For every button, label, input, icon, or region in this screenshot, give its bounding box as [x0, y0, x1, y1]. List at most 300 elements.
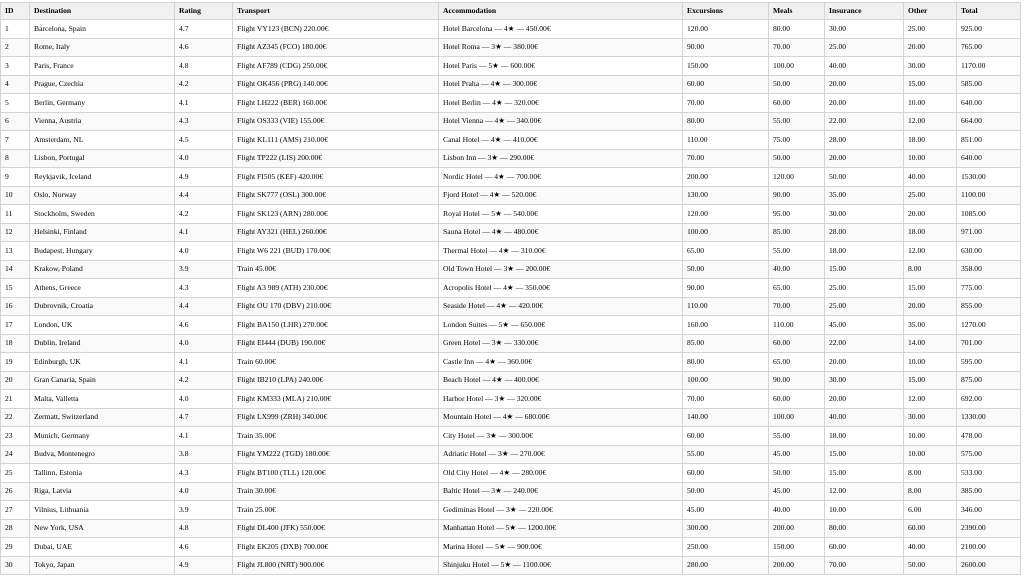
cell-destination: Budva, Montenegro [30, 445, 175, 464]
cell-rating: 4.3 [175, 112, 233, 131]
cell-other: 10.00 [904, 427, 957, 446]
cell-rating: 4.3 [175, 279, 233, 298]
cell-accommodation: Hotel Vienna — 4★ — 340.00€ [439, 112, 683, 131]
cell-rating: 3.8 [175, 445, 233, 464]
table-row[interactable] [1, 112, 1021, 131]
cell-total: 2100.00 [957, 538, 1021, 557]
cell-accommodation: Adriatic Hotel — 3★ — 270.00€ [439, 445, 683, 464]
cell-id: 4 [1, 75, 30, 94]
cell-transport: Flight W6 221 (BUD) 170.00€ [233, 242, 439, 261]
cell-excursions: 60.00 [683, 427, 769, 446]
cell-excursions: 250.00 [683, 538, 769, 557]
cell-total: 640.00 [957, 94, 1021, 113]
cell-accommodation: Hotel Praha — 4★ — 300.00€ [439, 75, 683, 94]
cell-total: 875.00 [957, 371, 1021, 390]
cell-id: 27 [1, 501, 30, 520]
cell-insurance: 28.00 [825, 131, 904, 150]
table-row[interactable] [1, 390, 1021, 409]
table-row[interactable] [1, 427, 1021, 446]
cell-meals: 200.00 [769, 556, 825, 575]
table-row[interactable] [1, 242, 1021, 261]
cell-excursions: 120.00 [683, 205, 769, 224]
cell-id: 16 [1, 297, 30, 316]
cell-excursions: 60.00 [683, 75, 769, 94]
cell-excursions: 110.00 [683, 297, 769, 316]
cell-excursions: 80.00 [683, 112, 769, 131]
table-row[interactable] [1, 279, 1021, 298]
table-row[interactable] [1, 556, 1021, 575]
cell-meals: 55.00 [769, 427, 825, 446]
cell-excursions: 160.00 [683, 316, 769, 335]
cell-transport: Flight EI444 (DUB) 190.00€ [233, 334, 439, 353]
cell-meals: 50.00 [769, 464, 825, 483]
cell-destination: Riga, Latvia [30, 482, 175, 501]
cell-insurance: 25.00 [825, 38, 904, 57]
table-row[interactable] [1, 205, 1021, 224]
cell-transport: Flight BA150 (LHR) 270.00€ [233, 316, 439, 335]
table-row[interactable] [1, 131, 1021, 150]
cell-id: 22 [1, 408, 30, 427]
cell-total: 2390.00 [957, 519, 1021, 538]
cell-excursions: 70.00 [683, 149, 769, 168]
cell-other: 30.00 [904, 57, 957, 76]
cell-meals: 90.00 [769, 371, 825, 390]
cell-excursions: 120.00 [683, 20, 769, 39]
cell-rating: 4.5 [175, 131, 233, 150]
cell-destination: Zermatt, Switzerland [30, 408, 175, 427]
cell-other: 12.00 [904, 390, 957, 409]
cell-excursions: 300.00 [683, 519, 769, 538]
cell-other: 12.00 [904, 242, 957, 261]
cell-id: 29 [1, 538, 30, 557]
col-header-insurance[interactable]: Insurance [825, 3, 904, 20]
cell-destination: Prague, Czechia [30, 75, 175, 94]
cell-transport: Flight OU 170 (DBV) 210.00€ [233, 297, 439, 316]
cell-accommodation: Hotel Paris — 5★ — 600.00€ [439, 57, 683, 76]
cell-meals: 110.00 [769, 316, 825, 335]
cell-transport: Flight AZ345 (FCO) 180.00€ [233, 38, 439, 57]
cell-id: 20 [1, 371, 30, 390]
cell-destination: Paris, France [30, 57, 175, 76]
cell-insurance: 30.00 [825, 205, 904, 224]
cell-rating: 4.0 [175, 149, 233, 168]
cell-insurance: 80.00 [825, 519, 904, 538]
cell-rating: 4.2 [175, 205, 233, 224]
cell-destination: Munich, Germany [30, 427, 175, 446]
table-row[interactable] [1, 316, 1021, 335]
cell-accommodation: Sauna Hotel — 4★ — 480.00€ [439, 223, 683, 242]
cell-other: 40.00 [904, 538, 957, 557]
cell-insurance: 15.00 [825, 445, 904, 464]
cell-transport: Flight AY321 (HEL) 260.00€ [233, 223, 439, 242]
table-row[interactable] [1, 38, 1021, 57]
cell-id: 26 [1, 482, 30, 501]
cell-meals: 45.00 [769, 445, 825, 464]
cell-rating: 3.9 [175, 260, 233, 279]
cell-excursions: 55.00 [683, 445, 769, 464]
cell-rating: 4.6 [175, 38, 233, 57]
cell-insurance: 15.00 [825, 464, 904, 483]
cell-total: 640.00 [957, 149, 1021, 168]
cell-destination: Amsterdam, NL [30, 131, 175, 150]
cell-rating: 4.7 [175, 408, 233, 427]
cell-total: 855.00 [957, 297, 1021, 316]
cell-destination: Berlin, Germany [30, 94, 175, 113]
cell-meals: 60.00 [769, 94, 825, 113]
cell-accommodation: Castle Inn — 4★ — 360.00€ [439, 353, 683, 372]
table-row[interactable] [1, 334, 1021, 353]
cell-destination: Malta, Valletta [30, 390, 175, 409]
cell-id: 5 [1, 94, 30, 113]
cell-transport: Flight LH222 (BER) 160.00€ [233, 94, 439, 113]
cell-excursions: 110.00 [683, 131, 769, 150]
col-header-destination[interactable]: Destination [30, 3, 175, 20]
table-row[interactable] [1, 371, 1021, 390]
cell-insurance: 45.00 [825, 316, 904, 335]
table-header [1, 3, 1021, 20]
table-row[interactable] [1, 260, 1021, 279]
cell-meals: 60.00 [769, 390, 825, 409]
cell-id: 21 [1, 390, 30, 409]
cell-meals: 55.00 [769, 112, 825, 131]
cell-total: 1270.00 [957, 316, 1021, 335]
cell-insurance: 60.00 [825, 538, 904, 557]
cell-excursions: 65.00 [683, 242, 769, 261]
cell-id: 1 [1, 20, 30, 39]
cell-transport: Train 25.00€ [233, 501, 439, 520]
cell-transport: Train 35.00€ [233, 427, 439, 446]
table-row[interactable] [1, 464, 1021, 483]
cell-transport: Flight EK205 (DXB) 700.00€ [233, 538, 439, 557]
table-row[interactable] [1, 501, 1021, 520]
cell-other: 14.00 [904, 334, 957, 353]
cell-total: 358.00 [957, 260, 1021, 279]
cell-excursions: 280.00 [683, 556, 769, 575]
cell-destination: Krakow, Poland [30, 260, 175, 279]
table-row[interactable] [1, 297, 1021, 316]
cell-other: 20.00 [904, 297, 957, 316]
cell-other: 8.00 [904, 464, 957, 483]
cell-other: 15.00 [904, 279, 957, 298]
cell-destination: Athens, Greece [30, 279, 175, 298]
cell-insurance: 20.00 [825, 149, 904, 168]
cell-excursions: 200.00 [683, 168, 769, 187]
cell-other: 12.00 [904, 112, 957, 131]
cell-id: 17 [1, 316, 30, 335]
cell-total: 971.00 [957, 223, 1021, 242]
cell-id: 13 [1, 242, 30, 261]
cell-meals: 70.00 [769, 38, 825, 57]
cell-insurance: 22.00 [825, 112, 904, 131]
cell-rating: 4.2 [175, 371, 233, 390]
table-row[interactable] [1, 538, 1021, 557]
cell-excursions: 150.00 [683, 57, 769, 76]
cell-destination: Edinburgh, UK [30, 353, 175, 372]
cell-meals: 55.00 [769, 242, 825, 261]
cell-meals: 120.00 [769, 168, 825, 187]
cell-other: 20.00 [904, 205, 957, 224]
cell-other: 10.00 [904, 94, 957, 113]
cell-total: 765.00 [957, 38, 1021, 57]
cell-other: 10.00 [904, 445, 957, 464]
table-row[interactable] [1, 482, 1021, 501]
cell-rating: 4.1 [175, 223, 233, 242]
cell-accommodation: Nordic Hotel — 4★ — 700.00€ [439, 168, 683, 187]
table-row[interactable] [1, 57, 1021, 76]
cell-destination: Dubai, UAE [30, 538, 175, 557]
cell-other: 6.00 [904, 501, 957, 520]
cell-accommodation: Lisbon Inn — 3★ — 290.00€ [439, 149, 683, 168]
cell-destination: Vilnius, Lithuania [30, 501, 175, 520]
col-header-transport[interactable]: Transport [233, 3, 439, 20]
cell-insurance: 15.00 [825, 260, 904, 279]
cell-destination: Tallinn, Estonia [30, 464, 175, 483]
cell-accommodation: Gediminas Hotel — 3★ — 220.00€ [439, 501, 683, 520]
col-header-accommodation[interactable]: Accommodation [439, 3, 683, 20]
col-header-total[interactable]: Total [957, 3, 1021, 20]
cell-other: 18.00 [904, 131, 957, 150]
cell-id: 2 [1, 38, 30, 57]
cell-rating: 4.6 [175, 316, 233, 335]
cell-excursions: 70.00 [683, 94, 769, 113]
cell-id: 14 [1, 260, 30, 279]
cell-destination: Helsinki, Finland [30, 223, 175, 242]
cell-meals: 75.00 [769, 131, 825, 150]
cell-other: 15.00 [904, 371, 957, 390]
cell-accommodation: Old City Hotel — 4★ — 280.00€ [439, 464, 683, 483]
cell-other: 60.00 [904, 519, 957, 538]
cell-insurance: 30.00 [825, 371, 904, 390]
header-row [1, 3, 1021, 20]
col-header-excursions[interactable]: Excursions [683, 3, 769, 20]
cell-transport: Train 30.00€ [233, 482, 439, 501]
cell-rating: 4.0 [175, 334, 233, 353]
cell-total: 851.00 [957, 131, 1021, 150]
cell-destination: Dublin, Ireland [30, 334, 175, 353]
cell-destination: Tokyo, Japan [30, 556, 175, 575]
cell-total: 1100.00 [957, 186, 1021, 205]
cell-id: 11 [1, 205, 30, 224]
cell-total: 595.00 [957, 353, 1021, 372]
cell-transport: Train 45.00€ [233, 260, 439, 279]
cell-destination: London, UK [30, 316, 175, 335]
cell-destination: Vienna, Austria [30, 112, 175, 131]
cell-insurance: 70.00 [825, 556, 904, 575]
cell-excursions: 50.00 [683, 482, 769, 501]
cell-accommodation: London Suites — 5★ — 650.00€ [439, 316, 683, 335]
cell-total: 575.00 [957, 445, 1021, 464]
cell-transport: Flight JL800 (NRT) 900.00€ [233, 556, 439, 575]
cell-destination: Dubrovnik, Croatia [30, 297, 175, 316]
cell-accommodation: Hotel Roma — 3★ — 380.00€ [439, 38, 683, 57]
cell-meals: 65.00 [769, 279, 825, 298]
cell-rating: 4.8 [175, 57, 233, 76]
cell-meals: 95.00 [769, 205, 825, 224]
cell-total: 925.00 [957, 20, 1021, 39]
cell-total: 533.00 [957, 464, 1021, 483]
cell-insurance: 20.00 [825, 390, 904, 409]
cell-destination: Oslo, Norway [30, 186, 175, 205]
cell-accommodation: Beach Hotel — 4★ — 400.00€ [439, 371, 683, 390]
cell-excursions: 45.00 [683, 501, 769, 520]
cell-transport: Flight OK456 (PRG) 140.00€ [233, 75, 439, 94]
cell-accommodation: Manhattan Hotel — 5★ — 1200.00€ [439, 519, 683, 538]
col-header-id[interactable]: ID [1, 3, 30, 20]
table-row[interactable] [1, 353, 1021, 372]
cell-id: 15 [1, 279, 30, 298]
cell-meals: 40.00 [769, 501, 825, 520]
cell-insurance: 25.00 [825, 279, 904, 298]
cell-accommodation: Harbor Hotel — 3★ — 320.00€ [439, 390, 683, 409]
cell-accommodation: Hotel Berlin — 4★ — 320.00€ [439, 94, 683, 113]
cell-insurance: 40.00 [825, 57, 904, 76]
cell-accommodation: Green Hotel — 3★ — 330.00€ [439, 334, 683, 353]
table-row[interactable] [1, 20, 1021, 39]
cell-id: 6 [1, 112, 30, 131]
cell-transport: Flight FI505 (KEF) 420.00€ [233, 168, 439, 187]
cell-insurance: 30.00 [825, 20, 904, 39]
cell-insurance: 50.00 [825, 168, 904, 187]
cell-total: 2600.00 [957, 556, 1021, 575]
cell-insurance: 18.00 [825, 427, 904, 446]
cell-insurance: 40.00 [825, 408, 904, 427]
cell-insurance: 18.00 [825, 242, 904, 261]
cell-meals: 80.00 [769, 20, 825, 39]
cell-rating: 4.8 [175, 519, 233, 538]
cell-meals: 40.00 [769, 260, 825, 279]
cell-id: 8 [1, 149, 30, 168]
cell-rating: 4.0 [175, 242, 233, 261]
cell-insurance: 10.00 [825, 501, 904, 520]
cell-other: 50.00 [904, 556, 957, 575]
cell-accommodation: Canal Hotel — 4★ — 410.00€ [439, 131, 683, 150]
table-row[interactable] [1, 519, 1021, 538]
cell-accommodation: Acropolis Hotel — 4★ — 350.00€ [439, 279, 683, 298]
cell-total: 692.00 [957, 390, 1021, 409]
cell-transport: Flight SK123 (ARN) 280.00€ [233, 205, 439, 224]
cell-excursions: 80.00 [683, 353, 769, 372]
cell-meals: 100.00 [769, 57, 825, 76]
cell-meals: 50.00 [769, 149, 825, 168]
cell-insurance: 35.00 [825, 186, 904, 205]
table-row[interactable] [1, 223, 1021, 242]
cell-id: 19 [1, 353, 30, 372]
table-row[interactable] [1, 75, 1021, 94]
cell-destination: Reykjavik, Iceland [30, 168, 175, 187]
cell-destination: Rome, Italy [30, 38, 175, 57]
cell-total: 775.00 [957, 279, 1021, 298]
col-header-rating[interactable]: Rating [175, 3, 233, 20]
cell-accommodation: Baltic Hotel — 3★ — 240.00€ [439, 482, 683, 501]
cell-total: 630.00 [957, 242, 1021, 261]
cell-rating: 4.9 [175, 168, 233, 187]
cell-other: 8.00 [904, 482, 957, 501]
cell-rating: 4.0 [175, 482, 233, 501]
cell-accommodation: Fjord Hotel — 4★ — 520.00€ [439, 186, 683, 205]
cell-rating: 4.1 [175, 427, 233, 446]
cell-insurance: 25.00 [825, 297, 904, 316]
col-header-meals[interactable]: Meals [769, 3, 825, 20]
table-row[interactable] [1, 445, 1021, 464]
cell-rating: 4.1 [175, 94, 233, 113]
cell-excursions: 50.00 [683, 260, 769, 279]
cell-id: 30 [1, 556, 30, 575]
cell-meals: 150.00 [769, 538, 825, 557]
cell-transport: Flight LX999 (ZRH) 340.00€ [233, 408, 439, 427]
cell-id: 24 [1, 445, 30, 464]
cell-total: 1330.00 [957, 408, 1021, 427]
cell-rating: 4.2 [175, 75, 233, 94]
cell-meals: 100.00 [769, 408, 825, 427]
table-row[interactable] [1, 408, 1021, 427]
cell-id: 3 [1, 57, 30, 76]
cell-transport: Train 60.00€ [233, 353, 439, 372]
cell-rating: 4.4 [175, 297, 233, 316]
cell-transport: Flight TP222 (LIS) 200.00€ [233, 149, 439, 168]
cell-transport: Flight YM222 (TGD) 180.00€ [233, 445, 439, 464]
cell-other: 40.00 [904, 168, 957, 187]
cell-accommodation: Old Town Hotel — 3★ — 200.00€ [439, 260, 683, 279]
cell-transport: Flight KL111 (AMS) 210.00€ [233, 131, 439, 150]
cell-rating: 4.3 [175, 464, 233, 483]
cell-insurance: 20.00 [825, 94, 904, 113]
cell-rating: 4.1 [175, 353, 233, 372]
cell-total: 1170.00 [957, 57, 1021, 76]
cell-transport: Flight SK777 (OSL) 300.00€ [233, 186, 439, 205]
cell-accommodation: Shinjuku Hotel — 5★ — 1100.00€ [439, 556, 683, 575]
cell-total: 346.00 [957, 501, 1021, 520]
cell-transport: Flight DL400 (JFK) 550.00€ [233, 519, 439, 538]
cell-accommodation: City Hotel — 3★ — 300.00€ [439, 427, 683, 446]
table-row[interactable] [1, 149, 1021, 168]
cell-accommodation: Mountain Hotel — 4★ — 680.00€ [439, 408, 683, 427]
cell-meals: 200.00 [769, 519, 825, 538]
cell-other: 15.00 [904, 75, 957, 94]
cell-other: 25.00 [904, 186, 957, 205]
cell-rating: 4.0 [175, 390, 233, 409]
cell-meals: 90.00 [769, 186, 825, 205]
cell-rating: 4.9 [175, 556, 233, 575]
cell-transport: Flight IB210 (LPA) 240.00€ [233, 371, 439, 390]
cell-accommodation: Marina Hotel — 5★ — 900.00€ [439, 538, 683, 557]
cell-insurance: 28.00 [825, 223, 904, 242]
cell-id: 18 [1, 334, 30, 353]
cell-id: 23 [1, 427, 30, 446]
cell-other: 8.00 [904, 260, 957, 279]
cell-insurance: 20.00 [825, 353, 904, 372]
cell-meals: 60.00 [769, 334, 825, 353]
cell-other: 10.00 [904, 149, 957, 168]
cell-meals: 85.00 [769, 223, 825, 242]
cell-excursions: 130.00 [683, 186, 769, 205]
cell-excursions: 90.00 [683, 279, 769, 298]
cell-meals: 50.00 [769, 75, 825, 94]
table-row[interactable] [1, 186, 1021, 205]
cell-destination: Stockholm, Sweden [30, 205, 175, 224]
cell-id: 25 [1, 464, 30, 483]
cell-insurance: 20.00 [825, 75, 904, 94]
table-body [1, 20, 1021, 575]
table-row[interactable] [1, 94, 1021, 113]
cell-transport: Flight BT100 (TLL) 120.00€ [233, 464, 439, 483]
cell-total: 585.00 [957, 75, 1021, 94]
cell-total: 664.00 [957, 112, 1021, 131]
col-header-other[interactable]: Other [904, 3, 957, 20]
cell-excursions: 70.00 [683, 390, 769, 409]
cell-accommodation: Royal Hotel — 5★ — 540.00€ [439, 205, 683, 224]
table-row[interactable] [1, 168, 1021, 187]
cell-other: 25.00 [904, 20, 957, 39]
